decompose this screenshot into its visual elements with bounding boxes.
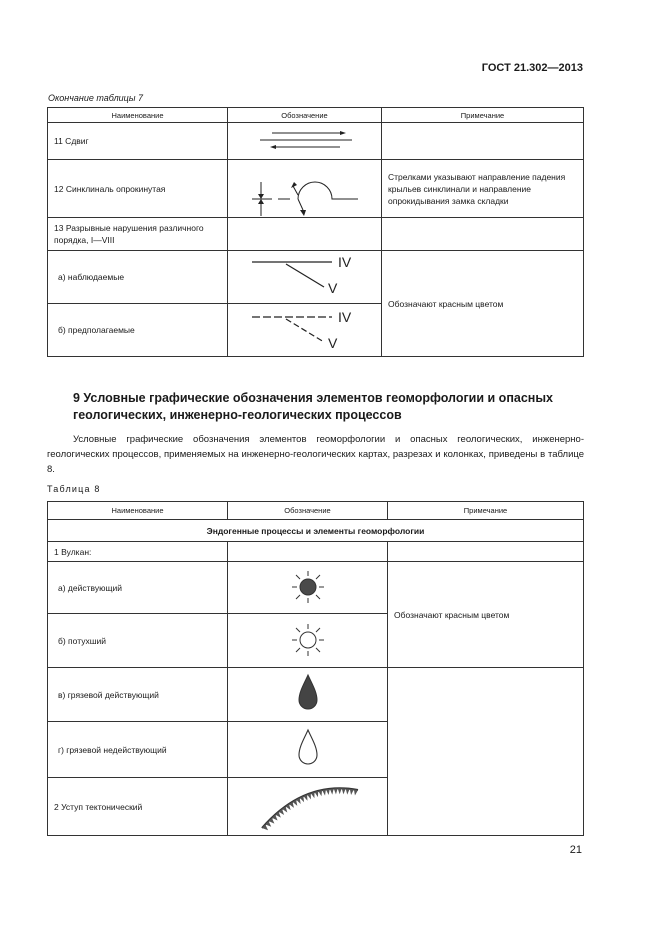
- scarp-tooth: [334, 788, 338, 794]
- table-group-row: [48, 520, 584, 542]
- volcano-note: Обозначают красным цветом: [388, 562, 584, 668]
- fault-label-iv: IV: [338, 254, 352, 270]
- scarp-tooth: [318, 790, 322, 796]
- scarp-tooth: [269, 818, 275, 824]
- row-name-observed: а) наблюдаемые: [48, 251, 228, 304]
- extinct-volcano-icon: [228, 614, 388, 668]
- group-title: Эндогенные процессы и элементы геоморфологии: [48, 520, 584, 542]
- scarp-tooth: [322, 789, 326, 795]
- table-row: [48, 218, 584, 251]
- table-header-row: [48, 502, 584, 520]
- section-paragraph: Условные графические обозначения элементов геоморфологии и опасных геологических, инженерно-геологических процессов, применяемых на инженерно-геологических картах, разрезах и колонках, приведены в таблице 8.: [47, 434, 584, 475]
- col-header-note: Примечание: [388, 502, 584, 520]
- table-row: [48, 562, 584, 614]
- standard-designation: ГОСТ 21.302—2013: [481, 62, 583, 74]
- table7-caption: Окончание таблицы 7: [48, 93, 143, 103]
- assumed-fault-symbol: [228, 304, 382, 357]
- row-name-shift: 11 Сдвиг: [48, 123, 228, 160]
- scarp-tooth: [330, 788, 334, 794]
- col-header-note: Примечание: [382, 108, 584, 123]
- fault-label-v: V: [328, 335, 338, 351]
- scarp-tooth: [346, 788, 350, 794]
- section-title: 9 Условные графические обозначения элементов геоморфологии и опасных геологических, инженерно-геологических процессов: [73, 391, 553, 422]
- scarp-tooth: [272, 815, 278, 821]
- shift-symbol: [228, 123, 382, 160]
- table-row: [48, 251, 584, 304]
- col-header-symbol: Обозначение: [228, 502, 388, 520]
- row-name-syncline: 12 Синклиналь опрокинутая: [48, 160, 228, 218]
- row-name-faults: 13 Разрывные нарушения различного порядка, I—VIII: [48, 218, 228, 251]
- scarp-tooth: [350, 789, 354, 795]
- row-name-extinct-volcano: б) потухший: [48, 614, 228, 668]
- table-7: [47, 107, 584, 357]
- col-header-name: Наименование: [48, 108, 228, 123]
- scarp-tooth: [338, 788, 342, 794]
- table-header-row: [48, 108, 584, 123]
- row-name-volcano: 1 Вулкан:: [48, 542, 228, 562]
- table-row: [48, 160, 584, 218]
- scarp-tooth: [354, 789, 358, 795]
- scarp-tooth: [262, 824, 268, 830]
- row-name-active-mud-volcano: в) грязевой действующий: [48, 668, 228, 722]
- row-name-active-volcano: а) действующий: [48, 562, 228, 614]
- scarp-tooth: [314, 791, 318, 797]
- observed-fault-symbol: [228, 251, 382, 304]
- col-header-name: Наименование: [48, 502, 228, 520]
- table-row: [48, 542, 584, 562]
- table-8: [47, 501, 584, 836]
- active-volcano-icon: [228, 562, 388, 614]
- fault-label-iv: IV: [338, 309, 352, 325]
- table8-caption: Таблица 8: [47, 484, 101, 494]
- tectonic-scarp-symbol: [228, 778, 388, 836]
- syncline-note: Стрелками указывают направление падения крыльев синклинали и направление опрокидывания замка складки: [382, 160, 584, 218]
- row-name-inactive-mud-volcano: г) грязевой недействующий: [48, 722, 228, 778]
- table-row: [48, 123, 584, 160]
- row-name-assumed: б) предполагаемые: [48, 304, 228, 357]
- table-row: [48, 668, 584, 722]
- overturned-syncline-symbol: [228, 160, 382, 218]
- faults-note: Обозначают красным цветом: [382, 251, 584, 357]
- empty-note-cell: [388, 668, 584, 836]
- active-mud-volcano-icon: [228, 668, 388, 722]
- page-number: 21: [569, 844, 582, 856]
- scarp-tooth: [265, 821, 271, 827]
- col-header-symbol: Обозначение: [228, 108, 382, 123]
- scarp-tooth: [326, 789, 330, 795]
- scarp-tooth: [342, 788, 346, 794]
- row-name-tectonic-scarp: 2 Уступ тектонический: [48, 778, 228, 836]
- fault-label-v: V: [328, 280, 338, 296]
- inactive-mud-volcano-icon: [228, 722, 388, 778]
